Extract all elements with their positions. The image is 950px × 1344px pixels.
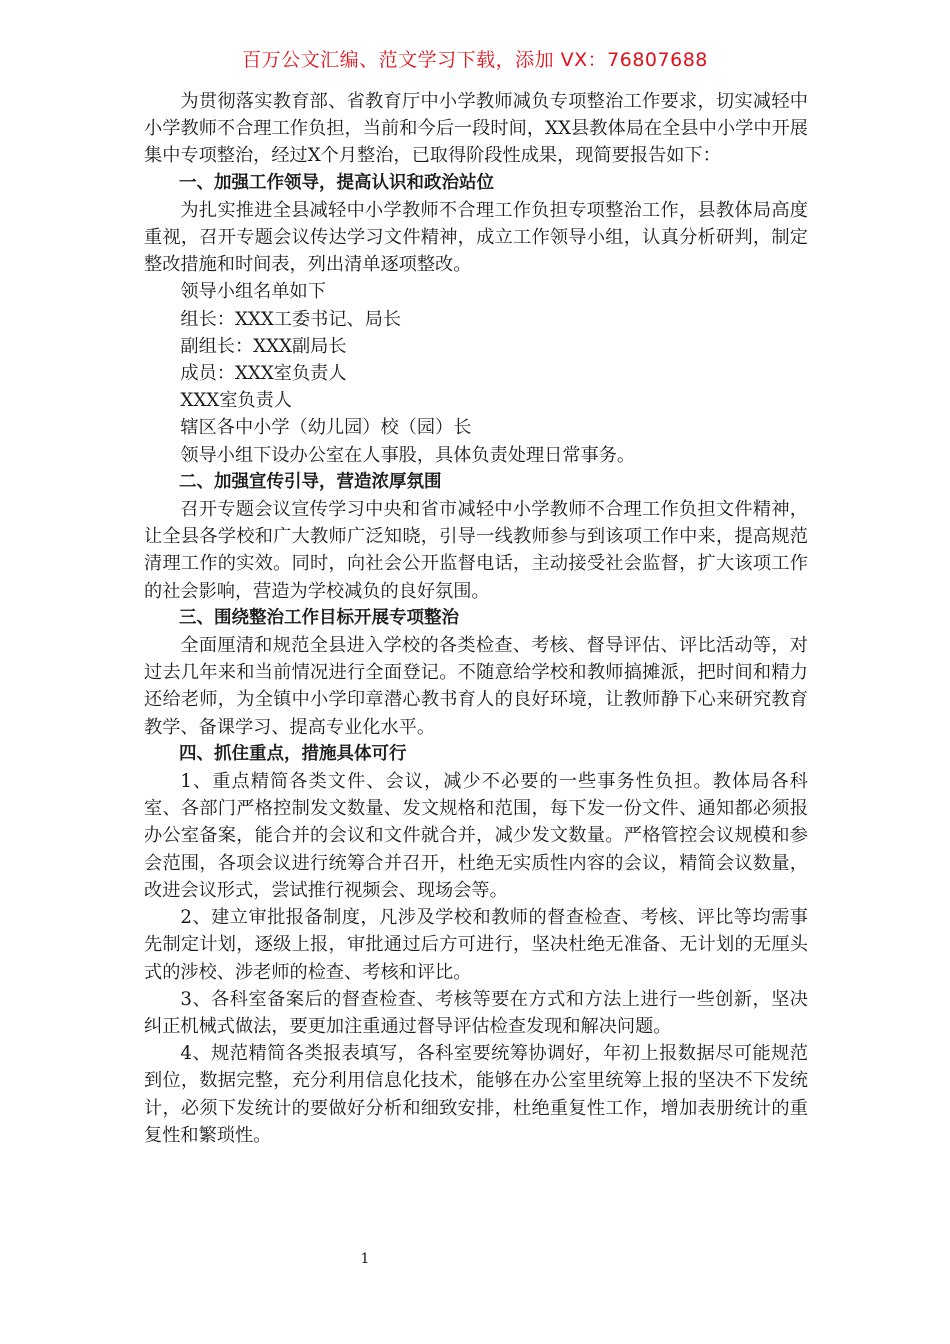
- section-2-paragraph: 召开专题会议宣传学习中央和省市减轻中小学教师不合理工作负担文件精神，让全县各学校和广大教师广泛知晓，引导一线教师参与到该项工作中来，提高规范清理工作的实效。同时，向社会公开监督电话，主动接受社会监督，扩大该项工作的社会影响，营造为学校减负的良好氛围。: [144, 499, 808, 602]
- section-3-heading: 三、围绕整治工作目标开展专项整治: [179, 607, 459, 628]
- promo-banner: 百万公文汇编、范文学习下载，添加 VX：76807688: [242, 49, 708, 71]
- leadership-member: 成员：XXX室负责人: [180, 363, 347, 385]
- section-4-item-1: 1、重点精简各类文件、会议，减少不必要的一些事务性负担。教体局各科室、各部门严格控制发文数量、发文规格和范围，每下发一份文件、通知都必须报办公室备案，能合并的会议和文件就合并，减少发文数量。严格管控会议规模和参会范围，各项会议进行统筹合并召开，杜绝无实质性内容的会议，精简会议数量，改进会议形式，尝试推行视频会、现场会等。: [144, 771, 808, 901]
- document-body: [144, 88, 808, 1149]
- leadership-list-title: 领导小组名单如下: [180, 281, 326, 303]
- section-4-item-3: 3、各科室备案后的督查检查、考核等要在方式和方法上进行一些创新，坚决纠正机械式做法，要更加注重通过督导评估检查发现和解决问题。: [144, 988, 808, 1037]
- leadership-deputy: 副组长：XXX副局长: [180, 335, 347, 357]
- page-number: 1: [360, 1251, 370, 1267]
- leadership-member-3: 辖区各中小学（幼儿园）校（园）长: [180, 417, 472, 439]
- section-4-heading: 四、抓住重点，措施具体可行: [179, 743, 407, 764]
- intro-paragraph: 为贯彻落实教育部、省教育厅中小学教师减负专项整治工作要求，切实减轻中小学教师不合理工作负担，当前和今后一段时间，XX县教体局在全县中小学中开展集中专项整治，经过X个月整治，已取得阶段性成果，现简要报告如下：: [144, 91, 808, 167]
- section-4-item-2: 2、建立审批报备制度，凡涉及学校和教师的督查检查、考核、评比等均需事先制定计划，逐级上报，审批通过后方可进行，坚决杜绝无准备、无计划的无厘头式的涉校、涉老师的检查、考核和评比。: [144, 907, 808, 983]
- section-4-item-4: 4、规范精简各类报表填写，各科室要统筹协调好，年初上报数据尽可能规范到位，数据完整，充分利用信息化技术，能够在办公室里统筹上报的坚决不下发统计，必须下发统计的要做好分析和细致安排，杜绝重复性工作，增加表册统计的重复性和繁琐性。: [144, 1043, 808, 1146]
- section-2-heading: 二、加强宣传引导，营造浓厚氛围: [179, 471, 442, 492]
- leadership-leader: 组长：XXX工委书记、局长: [180, 308, 402, 330]
- section-1-paragraph: 为扎实推进全县减轻中小学教师不合理工作负担专项整治工作，县教体局高度重视，召开专题会议传达学习文件精神，成立工作领导小组，认真分析研判，制定整改措施和时间表，列出清单逐项整改。: [144, 199, 808, 276]
- leadership-office: 领导小组下设办公室在人事股，具体负责处理日常事务。: [180, 444, 636, 466]
- section-1-heading: 一、加强工作领导，提高认识和政治站位: [179, 172, 494, 193]
- leadership-member-2: XXX室负责人: [180, 390, 292, 412]
- section-3-paragraph: 全面厘清和规范全县进入学校的各类检查、考核、督导评估、评比活动等，对过去几年来和当前情况进行全面登记。不随意给学校和教师搞摊派，把时间和精力还给老师，为全镇中小学印章潜心教书育人的良好环境，让教师静下心来研究教育教学、备课学习、提高专业化水平。: [144, 635, 808, 738]
